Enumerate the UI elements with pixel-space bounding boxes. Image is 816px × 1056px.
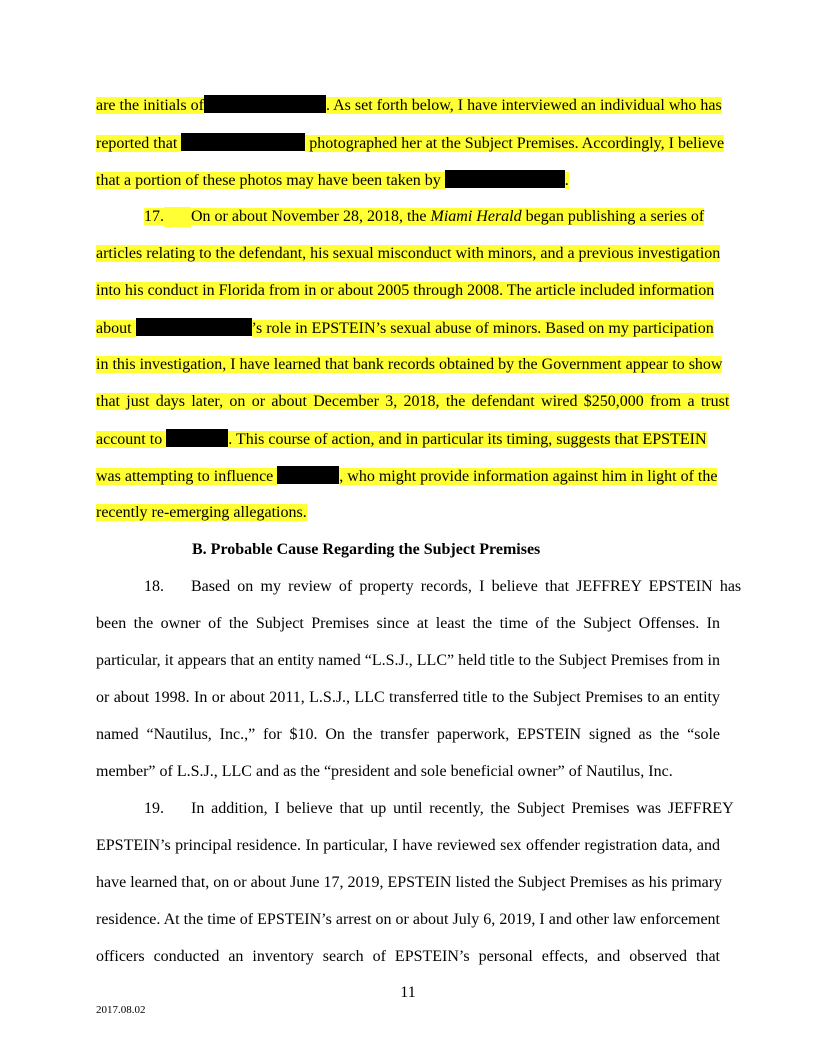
highlighted-text: into his conduct in Florida from in or about 2005 through 2008. The article included information: [96, 282, 715, 299]
body-text: Based on my review of property records, I believe that JEFFREY EPSTEIN has: [191, 578, 742, 595]
redaction-bar: [136, 318, 252, 336]
redaction-bar: [204, 95, 326, 113]
paragraph-line: [96, 577, 742, 597]
paragraph-number: 17.: [144, 208, 164, 225]
highlighted-text: about: [96, 320, 132, 337]
paragraph-line: [96, 392, 730, 412]
paragraph-line: EPSTEIN’s principal residence. In particular, I have reviewed sex offender registration data, and: [96, 837, 720, 854]
paragraph-line: [96, 133, 725, 154]
document-code: 2017.08.02: [96, 1004, 146, 1016]
paragraph-line: member” of L.S.J., LLC and as the “president and sole beneficial owner” of Nautilus, Inc.: [96, 763, 673, 780]
highlighted-text: in this investigation, I have learned that bank records obtained by the Government appear to show: [96, 356, 723, 373]
redaction-bar: [181, 133, 305, 151]
paragraph-line: officers conducted an inventory search of EPSTEIN’s personal effects, and observed that: [96, 948, 720, 965]
paragraph-line: [96, 318, 720, 339]
highlighted-text: that just days later, on or about December 3, 2018, the defendant wired $250,000 from a trust: [96, 393, 730, 410]
paragraph-line: particular, it appears that an entity named “L.S.J., LLC” held title to the Subject Premises from in: [96, 652, 720, 669]
highlighted-text: .: [564, 172, 569, 189]
body-text: In addition, I believe that up until recently, the Subject Premises was JEFFREY: [191, 800, 734, 817]
paragraph-line: [96, 799, 734, 819]
highlighted-text: articles relating to the defendant, his sexual misconduct with minors, and a previous investigation: [96, 245, 721, 262]
highlighted-text: . This course of action, and in particular its timing, suggests that EPSTEIN: [228, 431, 707, 448]
highlighted-text: On or about November 28, 2018, the: [191, 208, 427, 225]
redaction-bar: [166, 429, 228, 447]
paragraph-line: [96, 244, 720, 264]
paragraph-line: [96, 503, 720, 523]
publication-name: Miami Herald: [430, 208, 522, 225]
highlighted-text: began publishing a series of: [525, 208, 705, 225]
paragraph-line: [96, 170, 720, 191]
paragraph-line: [96, 355, 723, 375]
paragraph-line: have learned that, on or about June 17, 2019, EPSTEIN listed the Subject Premises as his primary: [96, 874, 723, 891]
highlighted-text: reported that: [96, 135, 178, 152]
highlighted-text: account to: [96, 431, 163, 448]
highlighted-text: was attempting to influence: [96, 468, 274, 485]
highlighted-text: recently re-emerging allegations.: [96, 504, 307, 521]
highlighted-text: are the initials of: [96, 97, 204, 114]
section-heading: B. Probable Cause Regarding the Subject Premises: [192, 541, 541, 558]
paragraph-line: named “Nautilus, Inc.,” for $10. On the transfer paperwork, EPSTEIN signed as the “sole: [96, 726, 720, 743]
paragraph-line: [96, 95, 720, 116]
page-number: 11: [400, 984, 416, 1001]
redaction-bar: [445, 170, 565, 188]
redaction-bar: [277, 466, 339, 484]
paragraph-line: [96, 281, 720, 301]
highlighted-text: . As set forth below, I have interviewed an individual who has: [325, 97, 722, 114]
paragraph-number: 19.: [144, 800, 164, 817]
highlighted-text: ’s role in EPSTEIN’s sexual abuse of minors. Based on my participation: [251, 320, 714, 337]
paragraph-line: residence. At the time of EPSTEIN’s arrest on or about July 6, 2019, I and other law enforcement: [96, 911, 720, 928]
paragraph-line: [96, 466, 720, 487]
highlighted-text: photographed her at the Subject Premises. Accordingly, I believe: [309, 135, 725, 152]
paragraph-line: or about 1998. In or about 2011, L.S.J., LLC transferred title to the Subject Premises to an entity: [96, 689, 720, 706]
paragraph-line: been the owner of the Subject Premises since at least the time of the Subject Offenses. In: [96, 615, 720, 632]
highlighted-text: that a portion of these photos may have been taken by: [96, 172, 441, 189]
paragraph-line: [96, 429, 720, 450]
paragraph-line: [96, 207, 720, 227]
paragraph-number: 18.: [144, 578, 164, 595]
highlighted-text: , who might provide information against him in light of the: [339, 468, 718, 485]
